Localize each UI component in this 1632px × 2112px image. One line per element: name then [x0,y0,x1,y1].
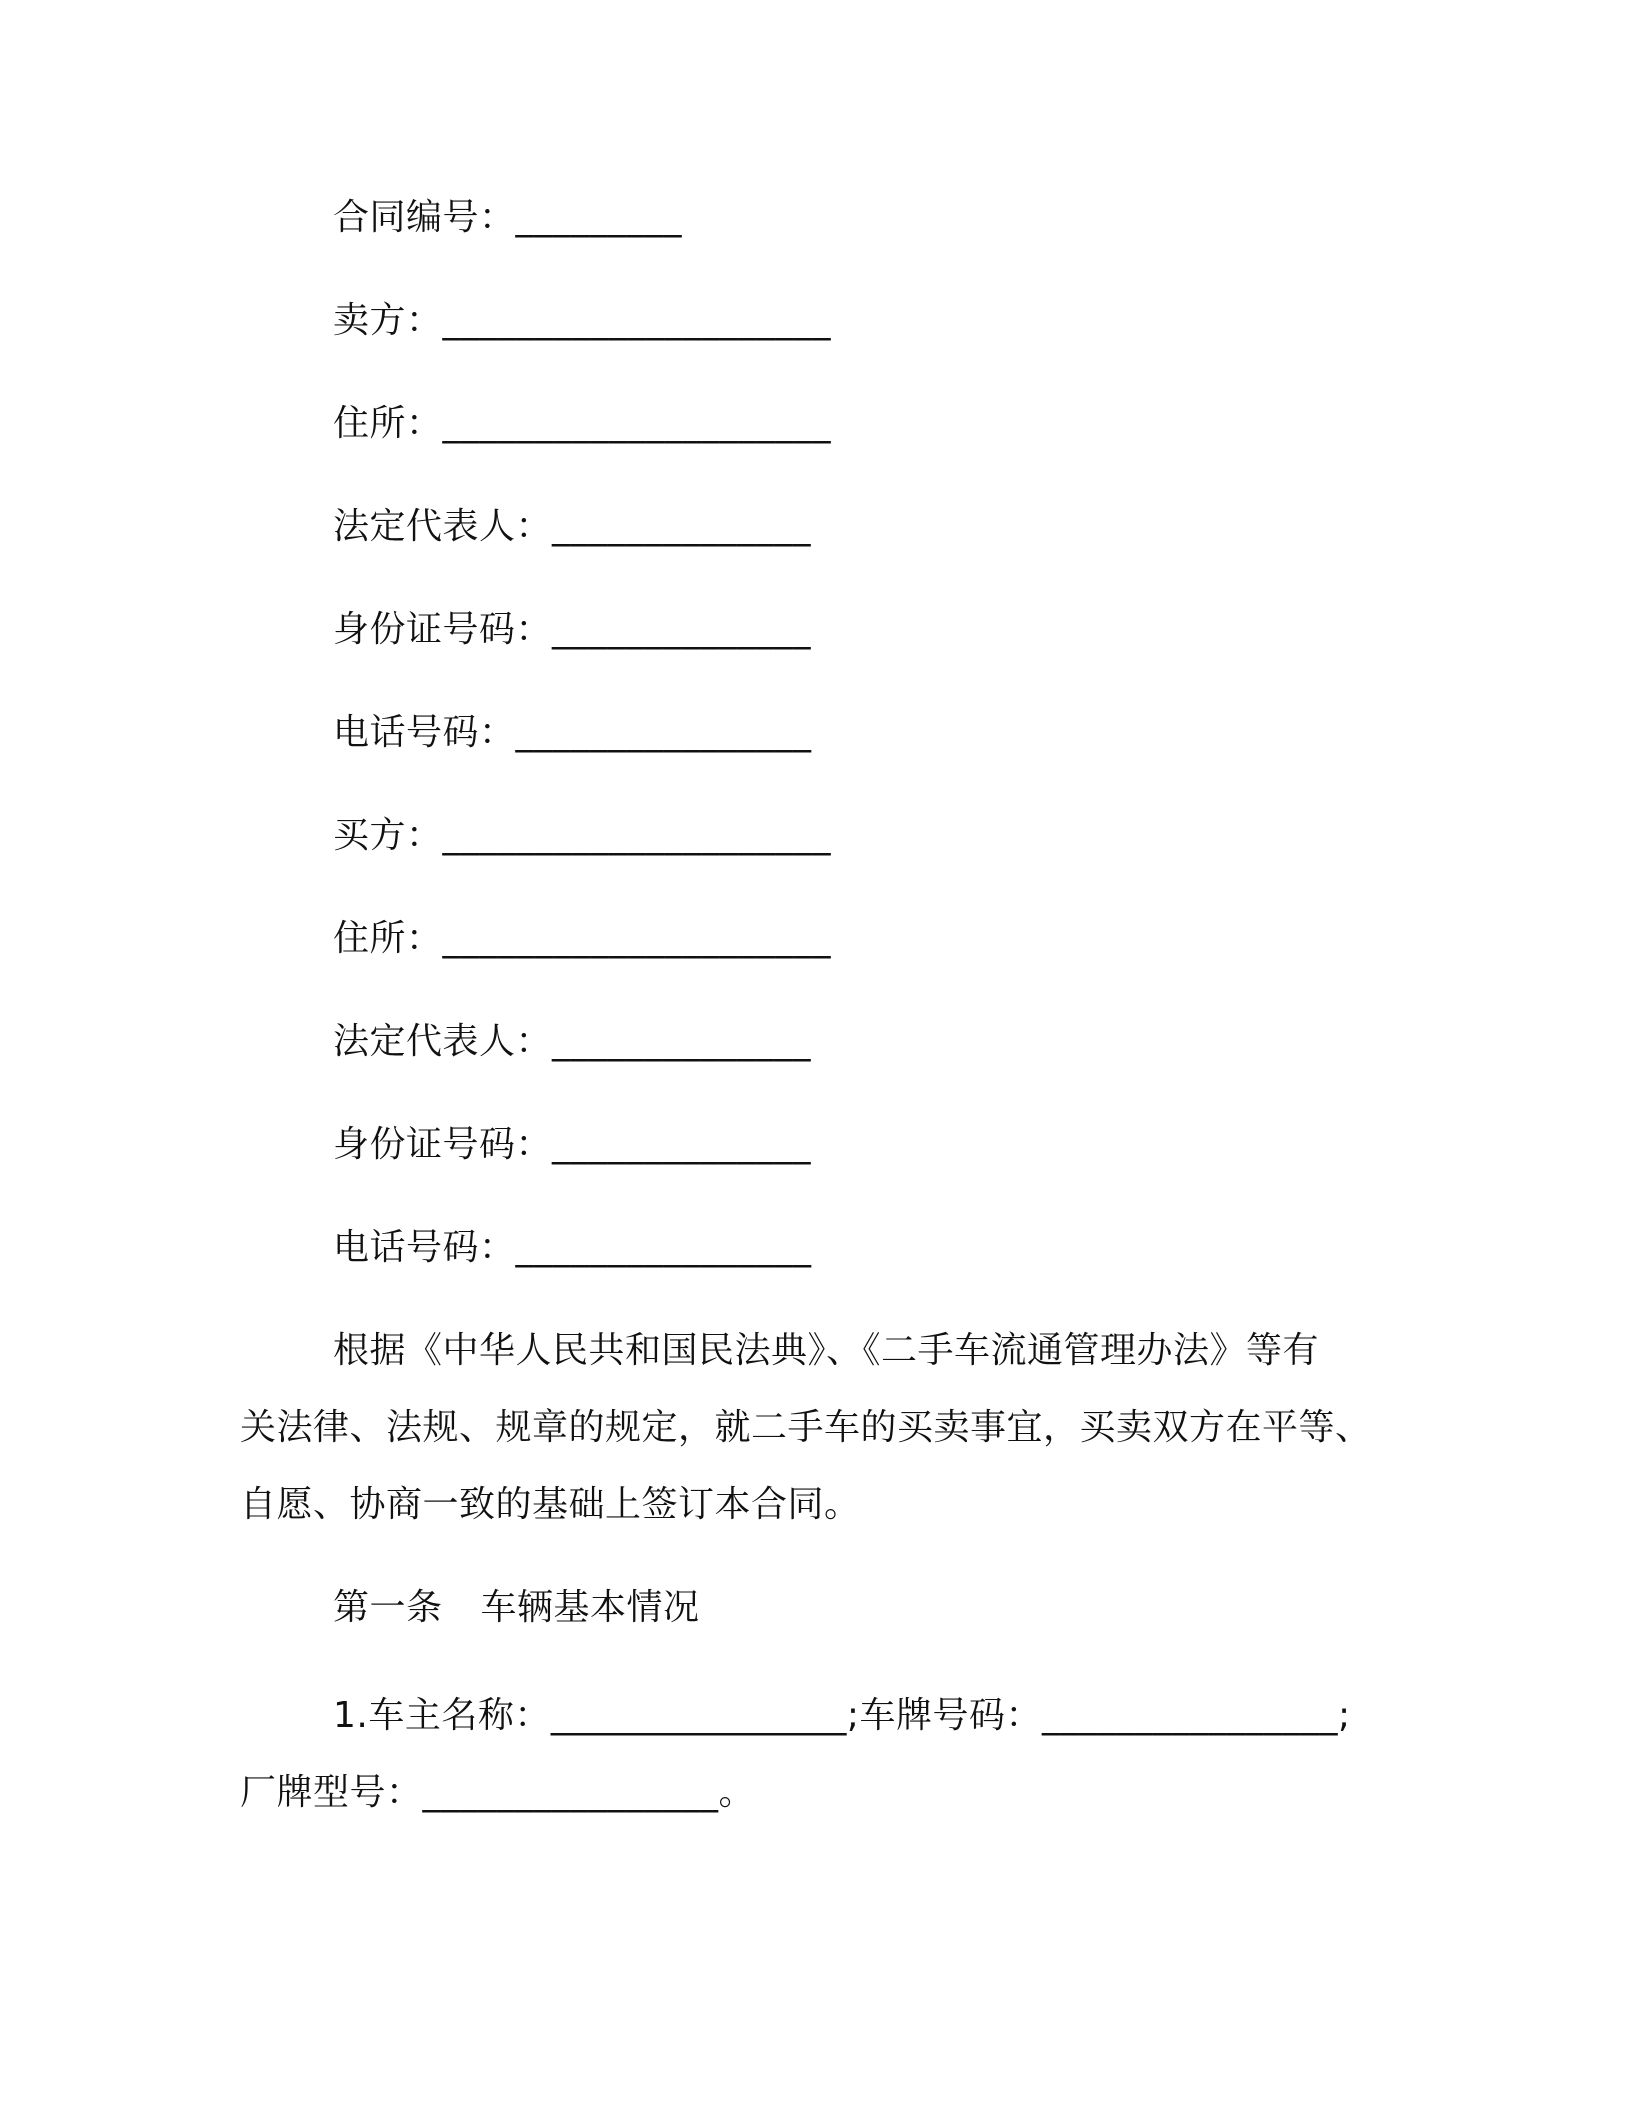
item-1-line-2: 厂牌型号：________________。 [240,1772,756,1813]
buyer-id-number-line [333,1121,811,1169]
seller-legal-rep-line [333,503,811,551]
seller-id-number-line [333,606,811,654]
intro-line-2: 关法律、法规、规章的规定，就二手车的买卖事宜，买卖双方在平等、 [240,1407,1372,1448]
field-blank: _____________________ [442,918,832,959]
article-number: 第一条 [333,1587,443,1628]
field-blank: _____________________ [442,815,832,856]
intro-line-3: 自愿、协商一致的基础上签订本合同。 [240,1484,861,1525]
field-label: 身份证号码： [333,1124,553,1165]
contract-number-line [333,194,682,242]
buyer-phone-line [333,1224,812,1272]
field-label: 卖方： [333,300,443,341]
buyer-line [333,812,831,860]
field-label: 电话号码： [333,1227,516,1268]
field-label: 法定代表人： [333,1021,553,1062]
seller-line [333,297,831,345]
field-label: 住所： [333,918,443,959]
item-1-line-1: 1.车主名称：________________;车牌号码：________________; [333,1695,1351,1736]
seller-phone-line [333,709,812,757]
buyer-address-line [333,915,831,963]
field-label: 买方： [333,815,443,856]
field-blank: ______________ [552,506,812,547]
buyer-legal-rep-line [333,1018,811,1066]
field-blank: ________________ [515,1227,812,1268]
article-title: 车辆基本情况 [480,1587,700,1628]
field-blank: _________ [515,197,683,238]
article-1-heading [333,1584,700,1632]
intro-line-1: 根据《中华人民共和国民法典》、《二手车流通管理办法》等有 [333,1330,1320,1371]
field-blank: ________________ [515,712,812,753]
field-blank: _____________________ [442,403,832,444]
field-blank: ______________ [552,609,812,650]
field-blank: ______________ [552,1124,812,1165]
field-blank: _____________________ [442,300,832,341]
field-label: 电话号码： [333,712,516,753]
field-blank: ______________ [552,1021,812,1062]
field-label: 合同编号： [333,197,516,238]
field-label: 住所： [333,403,443,444]
field-label: 身份证号码： [333,609,553,650]
seller-address-line [333,400,831,448]
field-label: 法定代表人： [333,506,553,547]
